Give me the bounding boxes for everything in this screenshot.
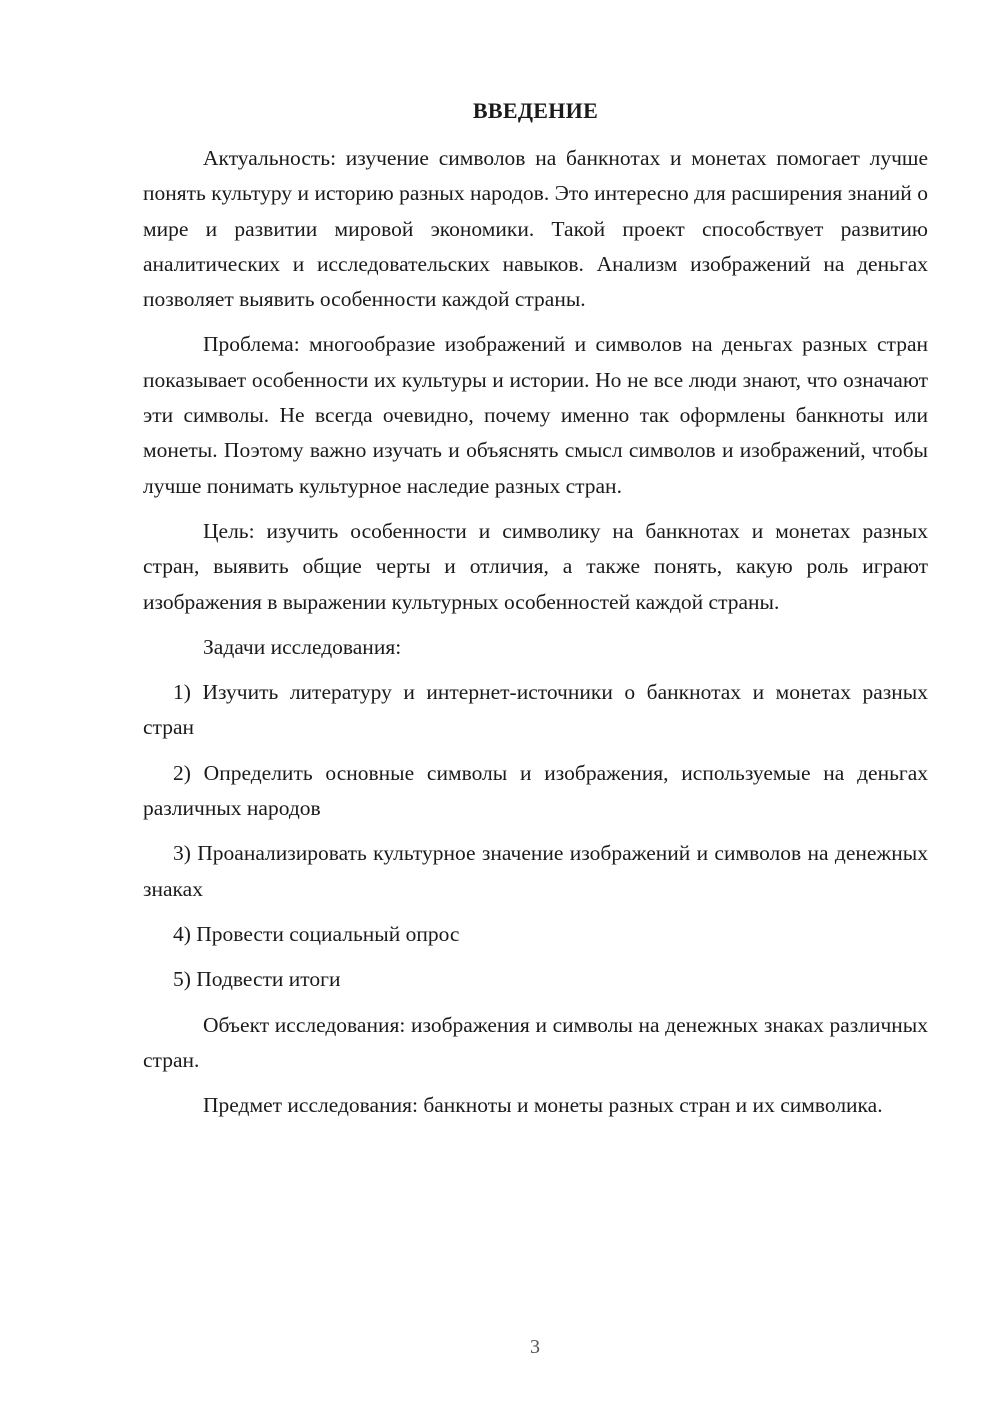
task-item-3: 3) Проанализировать культурное значение изображений и символов на денежных знаках xyxy=(143,841,928,901)
subject-paragraph: Предмет исследования: банкноты и монеты разных стран и их символика. xyxy=(203,1093,883,1118)
page-number: 3 xyxy=(530,1336,540,1358)
problem-paragraph: Проблема: многообразие изображений и символов на деньгах разных стран показывает особенности их культуры и истории. Но не все люди знают, что означают эти символы. Не всегда очевидно, почему именно так оформлены банкноты или монеты. Поэтому важно изучать и объяснять смысл символов и изображений, чтобы лучше понимать культурное наследие разных стран. xyxy=(143,332,928,498)
goal-paragraph: Цель: изучить особенности и символику на банкнотах и монетах разных стран, выявить общие черты и отличия, а также понять, какую роль играют изображения в выражении культурных особенностей каждой страны. xyxy=(143,518,928,614)
tasks-heading: Задачи исследования: xyxy=(203,634,402,659)
task-item-5: 5) Подвести итоги xyxy=(173,967,341,992)
relevance-paragraph: Актуальность: изучение символов на банкнотах и монетах помогает лучше понять культуру и историю разных народов. Это интересно для расширения знаний о мире и развитии мировой экономики. Такой проект способствует развитию аналитических и исследовательских навыков. Анализм изображений на деньгах позволяет выявить особенности каждой страны. xyxy=(143,146,928,312)
page-content xyxy=(143,95,928,1123)
task-item-4: 4) Провести социальный опрос xyxy=(173,921,460,946)
object-paragraph: Объект исследования: изображения и символы на денежных знаках различных стран. xyxy=(143,1012,928,1072)
task-item-1: 1) Изучить литературу и интернет-источники о банкнотах и монетах разных стран xyxy=(143,680,928,740)
page-title: ВВЕДЕНИЕ xyxy=(472,98,599,123)
task-item-2: 2) Определить основные символы и изображения, используемые на деньгах различных народов xyxy=(143,760,928,821)
